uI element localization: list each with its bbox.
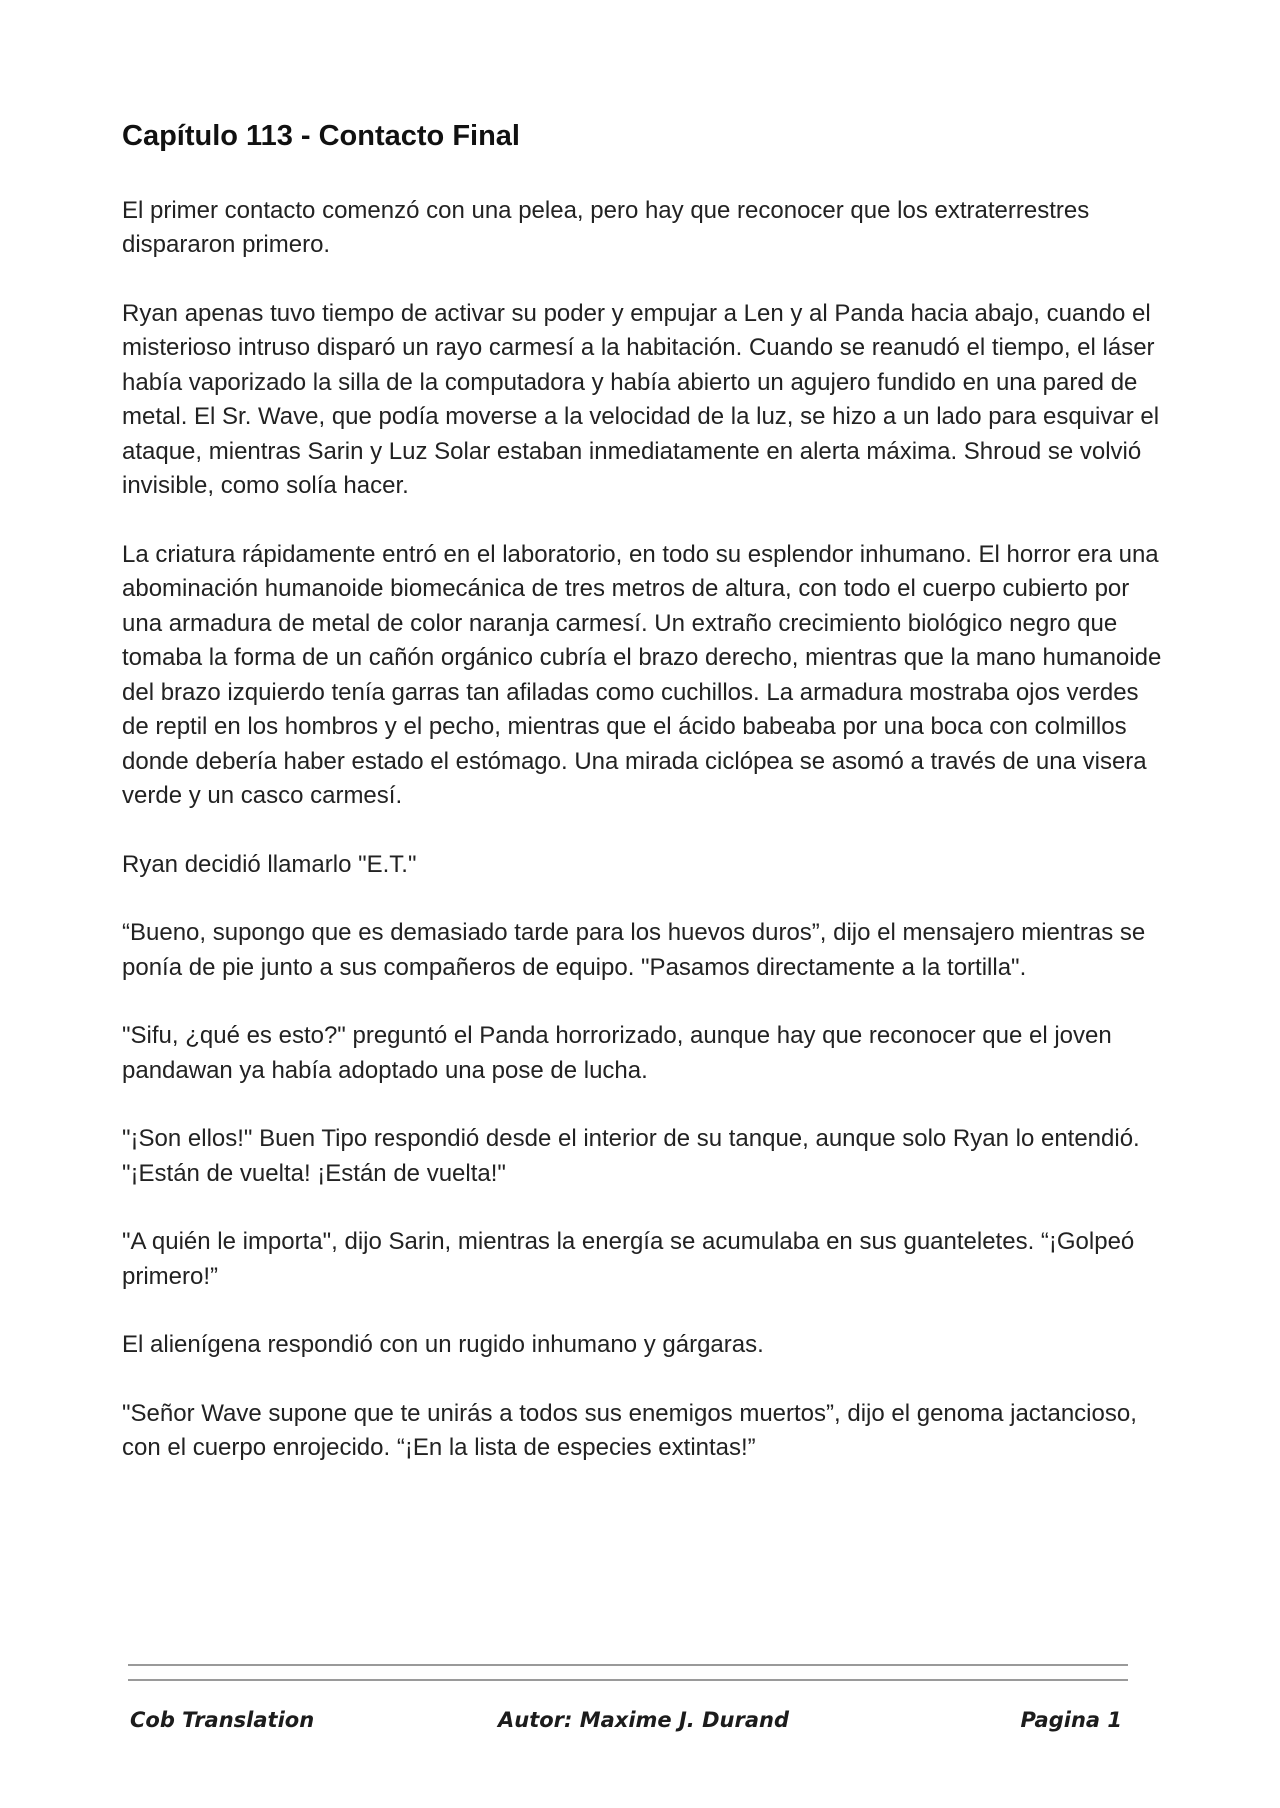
chapter-title: Capítulo 113 - Contacto Final — [122, 120, 520, 152]
paragraph-8: "A quién le importa", dijo Sarin, mientras la energía se acumulaba en sus guanteletes. “¡Golpeó primero!” — [122, 1228, 1135, 1290]
paragraph-6: "Sifu, ¿qué es esto?" preguntó el Panda horrorizado, aunque hay que reconocer que el joven pandawan ya había adoptado una pose de lucha. — [122, 1022, 1112, 1084]
paragraph-3: La criatura rápidamente entró en el laboratorio, en todo su esplendor inhumano. El horror era una abominación humanoide biomecánica de tres metros de altura, con todo el cuerpo cubierto por una armadura de metal de color naranja carmesí. Un extraño crecimiento biológico negro que tomaba la forma de un cañón orgánico cubría el brazo derecho, mientras que la mano humanoide del brazo izquierdo tenía garras tan afiladas como cuchillos. La armadura mostraba ojos verdes de reptil en los hombros y el pecho, mientras que el ácido babeaba por una boca con colmillos donde debería haber estado el estómago. Una mirada ciclópea se asomó a través de una visera verde y un casco carmesí. — [122, 540, 1162, 810]
paragraph-7: "¡Son ellos!" Buen Tipo respondió desde el interior de su tanque, aunque solo Ryan lo entendió. "¡Están de vuelta! ¡Están de vuelta!" — [122, 1125, 1140, 1187]
paragraph-10: "Señor Wave supone que te unirás a todos sus enemigos muertos”, dijo el genoma jactancioso, con el cuerpo enrojecido. “¡En la lista de especies extintas!” — [122, 1399, 1137, 1462]
footer-page-number: Pagina 1 — [1020, 1708, 1122, 1732]
paragraph-5: “Bueno, supongo que es demasiado tarde para los huevos duros”, dijo el mensajero mientras se ponía de pie junto a sus compañeros de equipo. "Pasamos directamente a la tortilla". — [122, 919, 1146, 981]
footer-divider-top — [128, 1664, 1128, 1666]
paragraph-9: El alienígena respondió con un rugido inhumano y gárgaras. — [122, 1331, 764, 1359]
footer-divider-bottom — [128, 1679, 1128, 1681]
footer-translator: Cob Translation — [130, 1708, 315, 1732]
paragraph-1: El primer contacto comenzó con una pelea, pero hay que reconocer que los extraterrestres dispararon primero. — [122, 196, 1090, 259]
paragraph-4: Ryan decidió llamarlo "E.T." — [122, 850, 417, 878]
paragraph-2: Ryan apenas tuvo tiempo de activar su poder y empujar a Len y al Panda hacia abajo, cuando el misterioso intruso disparó un rayo carmesí a la habitación. Cuando se reanudó el tiempo, el láser había vaporizado la silla de la computadora y había abierto un agujero fundido en una pared de metal. El Sr. Wave, que podía moverse a la velocidad de la luz, se hizo a un lado para esquivar el ataque, mientras Sarin y Luz Solar estaban inmediatamente en alerta máxima. Shroud se volvió invisible, como solía hacer. — [122, 299, 1160, 500]
document-body — [122, 118, 1162, 1500]
footer-author: Autor: Maxime J. Durand — [498, 1708, 789, 1732]
page-footer — [128, 1708, 1128, 1742]
